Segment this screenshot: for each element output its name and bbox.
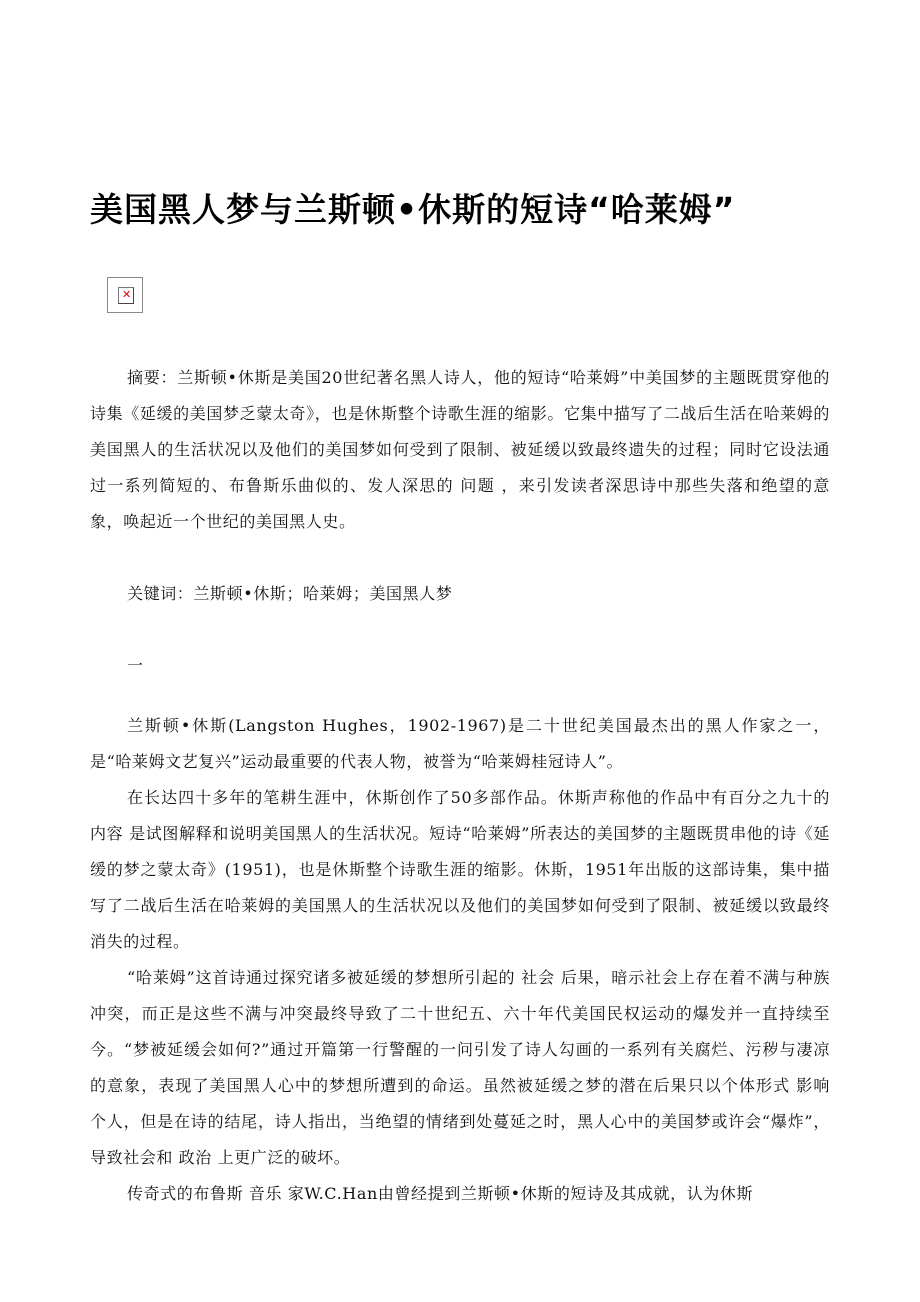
- body-paragraph-3: “哈莱姆”这首诗通过探究诸多被延缓的梦想所引起的 社会 后果，暗示社会上存在着不满与种族冲突，而正是这些不满与冲突最终导致了二十世纪五、六十年代美国民权运动的爆发并一直持续至今。“梦被延缓会如何?”通过开篇第一行警醒的一问引发了诗人勾画的一系列有关腐烂、污秽与凄凉的意象，表现了美国黑人心中的梦想所遭到的命运。虽然被延缓之梦的潜在后果只以个体形式 影响 个人，但是在诗的结尾，诗人指出，当绝望的情绪到处蔓延之时，黑人心中的美国梦或许会“爆炸”，导致社会和 政治 上更广泛的破坏。: [90, 968, 830, 1167]
- broken-image-frame: [118, 287, 134, 304]
- broken-image-placeholder: [107, 277, 143, 313]
- body-paragraph-1: 兰斯顿•休斯(Langston Hughes，1902-1967)是二十世纪美国最杰出的黑人作家之一，是“哈莱姆文艺复兴”运动最重要的代表人物，被誉为“哈莱姆桂冠诗人”。: [90, 716, 830, 771]
- section-number: 一: [127, 656, 144, 675]
- document-title: 美国黑人梦与兰斯顿•休斯的短诗“哈莱姆”: [90, 190, 736, 229]
- keywords: 关键词：兰斯顿•休斯；哈莱姆；美国黑人梦: [127, 584, 453, 603]
- body-paragraph-2: 在长达四十多年的笔耕生涯中，休斯创作了50多部作品。休斯声称他的作品中有百分之九十的 内容 是试图解释和说明美国黑人的生活状况。短诗“哈莱姆”所表达的美国梦的主题既贯串他的诗《延缓的梦之蒙太奇》(1951)，也是休斯整个诗歌生涯的缩影。休斯，1951年出版的这部诗集，集中描写了二战后生活在哈莱姆的美国黑人的生活状况以及他们的美国梦如何受到了限制、被延缓以致最终消失的过程。: [90, 788, 830, 951]
- abstract: 摘要：兰斯顿•休斯是美国20世纪著名黑人诗人，他的短诗“哈莱姆”中美国梦的主题既贯穿他的诗集《延缓的美国梦乏蒙太奇》，也是休斯整个诗歌生涯的缩影。它集中描写了二战后生活在哈莱姆的美国黑人的生活状况以及他们的美国梦如何受到了限制、被延缓以致最终遗失的过程；同时它设法通过一系列简短的、布鲁斯乐曲似的、发人深思的 问题 ，来引发读者深思诗中那些失落和绝望的意象，唤起近一个世纪的美国黑人史。: [90, 368, 830, 531]
- broken-image-icon: ✕: [122, 288, 132, 301]
- body-paragraph-4: 传奇式的布鲁斯 音乐 家W.C.Han由曾经提到兰斯顿•休斯的短诗及其成就，认为休斯: [127, 1184, 754, 1203]
